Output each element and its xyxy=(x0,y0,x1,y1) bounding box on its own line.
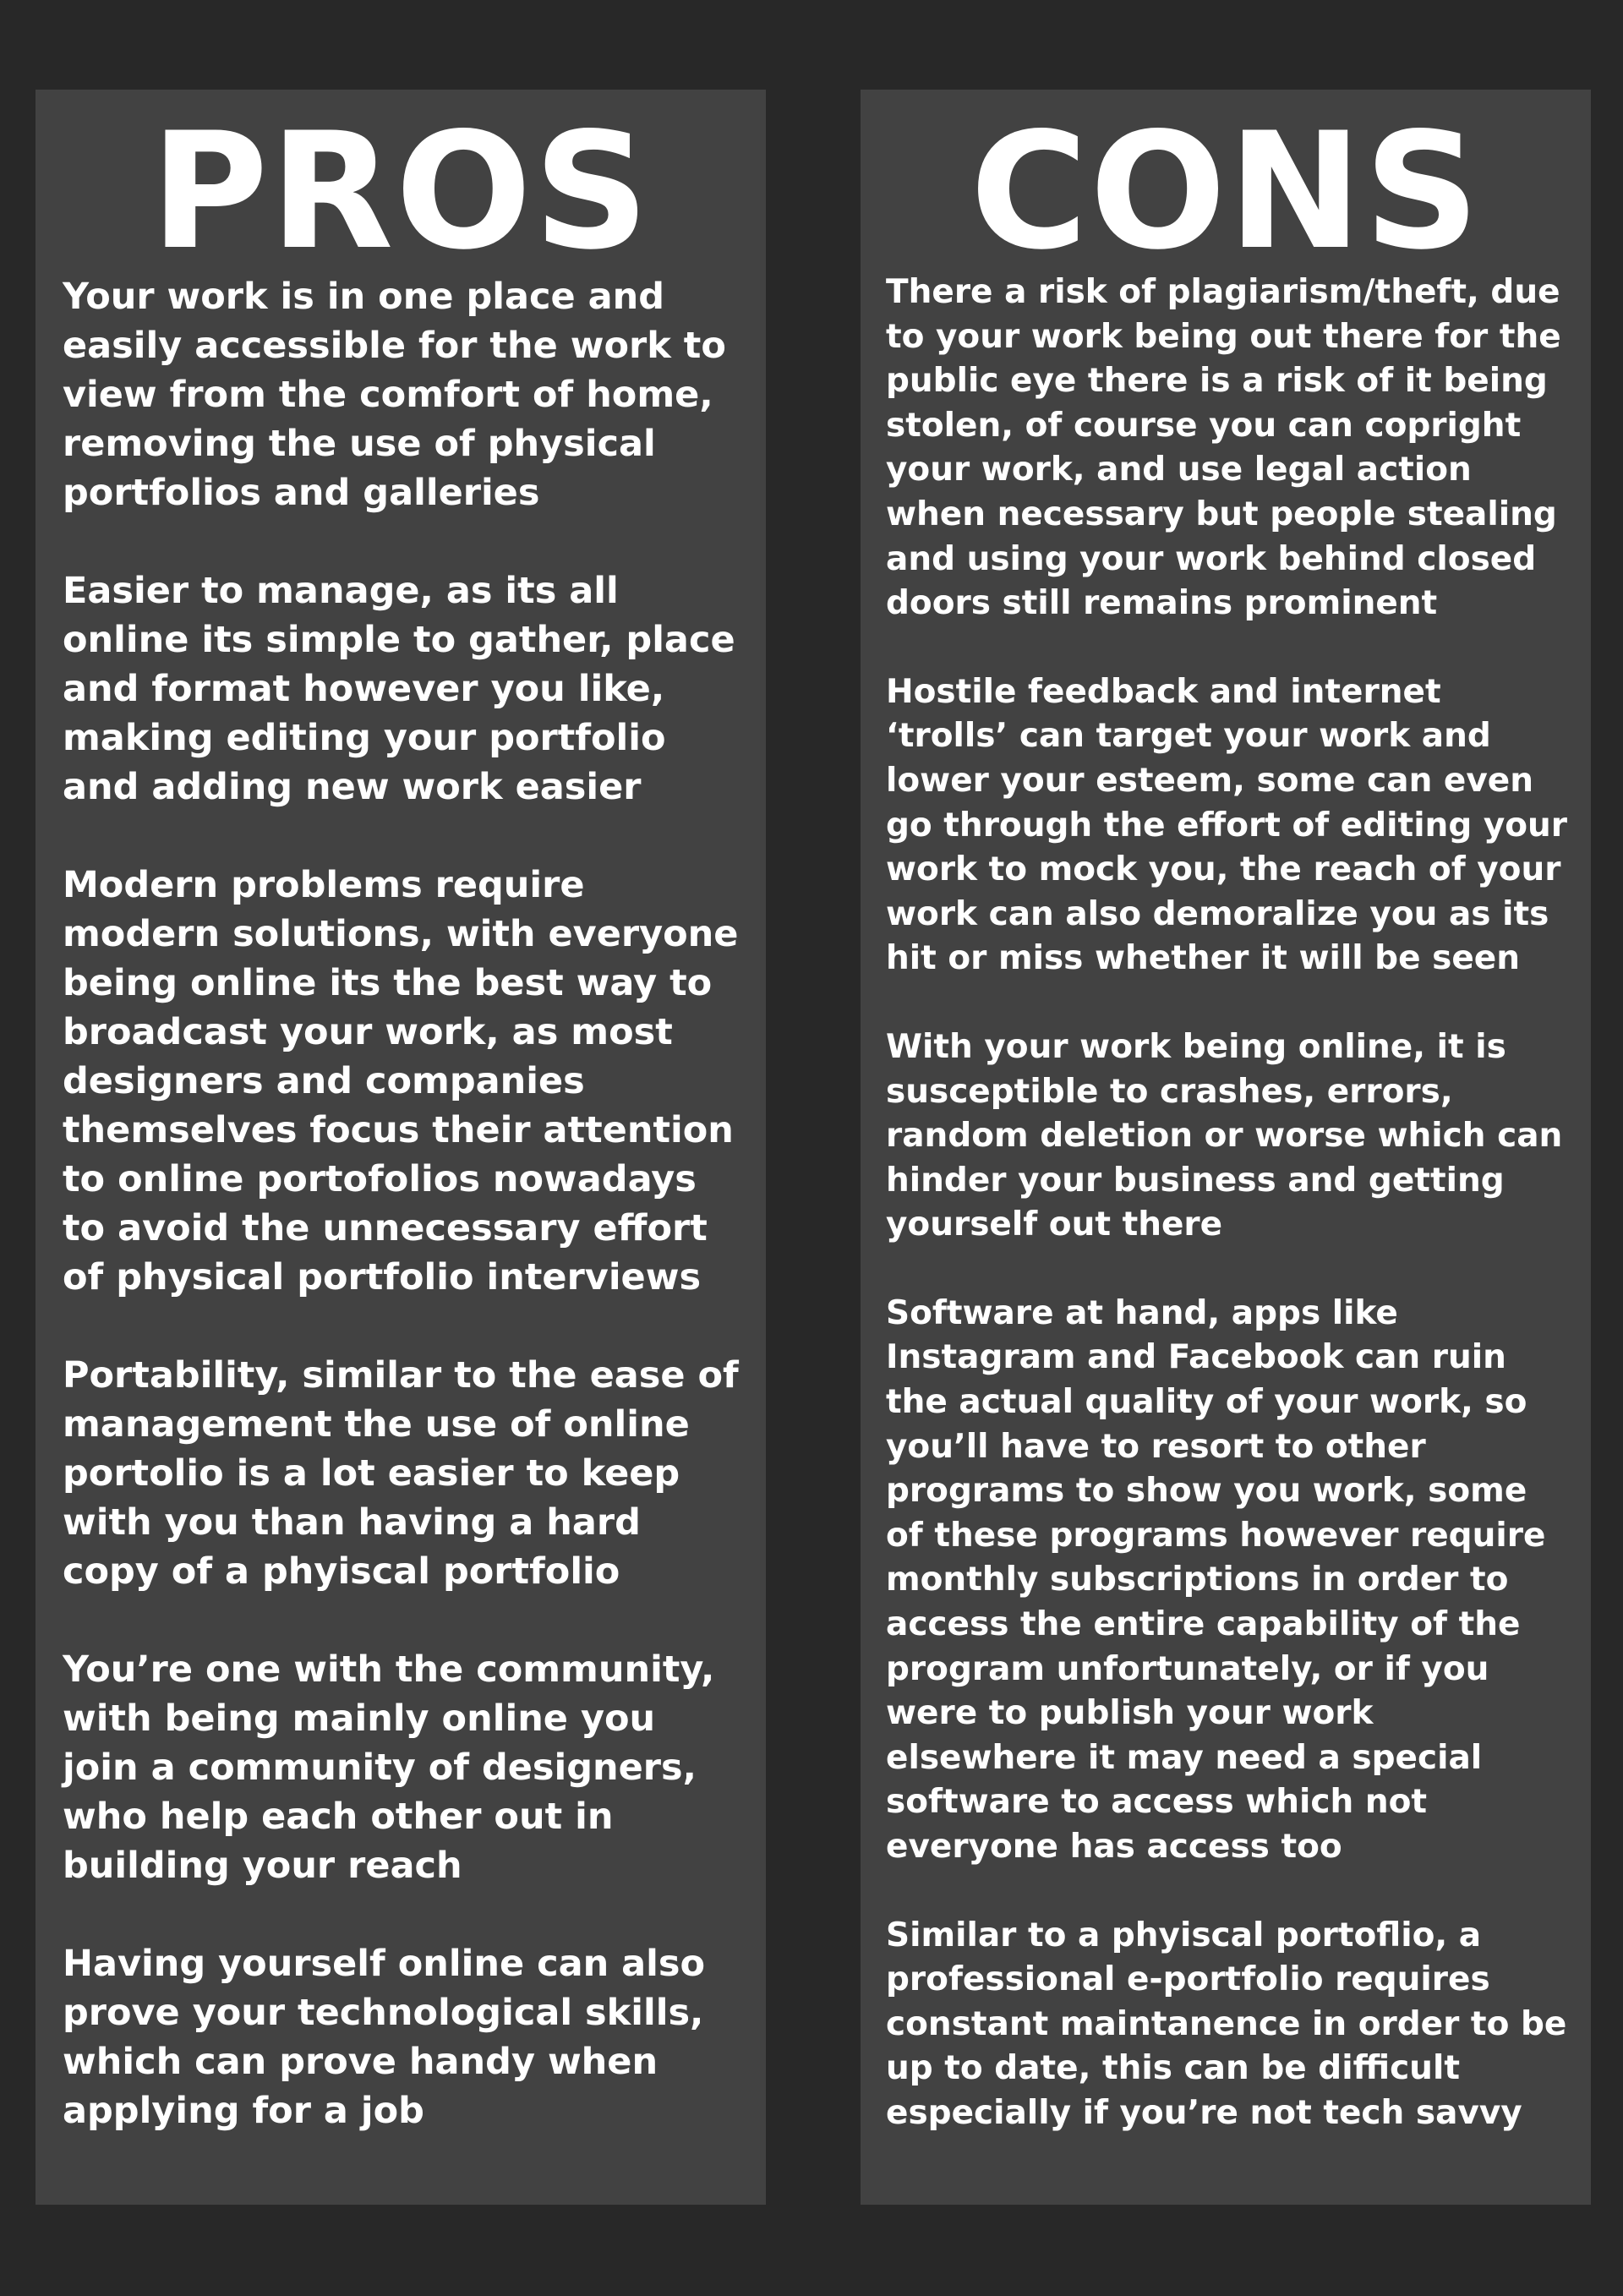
pros-list xyxy=(63,272,740,2184)
cons-list xyxy=(886,271,1569,2180)
pros-panel xyxy=(36,90,766,2205)
cons-item: With your work being online, it is susceptible to crashes, errors, random deletion or worse which can hinder your business and getting yourself out there xyxy=(886,1027,1563,1244)
pros-item: Easier to manage, as its all online its simple to gather, place and format however you like, making editing your portfolio and adding new work easier xyxy=(63,570,735,808)
cons-item: Similar to a phyiscal portoflio, a professional e-portfolio requires constant maintanence in order to be up to date, this can be difficult especially if you’re not tech savvy xyxy=(886,1916,1567,2132)
pros-item: Modern problems require modern solutions, with everyone being online its the best way to broadcast your work, as most designers and companies themselves focus their attention to online portofolios nowadays to avoid the unnecessary effort of physical portfolio interviews xyxy=(63,864,739,1298)
pros-item: Your work is in one place and easily accessible for the work to view from the comfort of home, removing the use of physical portfolios and galleries xyxy=(63,276,726,514)
cons-item: Software at hand, apps like Instagram and Facebook can ruin the actual quality of your work, so you’ll have to resort to other programs to show you work, some of these programs however require monthly subscriptions in order to access the entire capability of the program unfortunately, or if you were to publish your work elsewhere it may need a special software to access which not everyone has access too xyxy=(886,1293,1546,1866)
cons-item: There a risk of plagiarism/theft, due to your work being out there for the public eye there is a risk of it being stolen, of course you can copright your work, and use legal action when necessary but people stealing and using your work behind closed doors still remains prominent xyxy=(886,273,1561,623)
pros-title: PROS xyxy=(150,98,651,285)
pros-item: Having yourself online can also prove your technological skills, which can prove handy when applying for a job xyxy=(63,1943,706,2132)
cons-panel xyxy=(861,90,1591,2205)
cons-title: CONS xyxy=(970,98,1482,285)
cons-item: Hostile feedback and internet ‘trolls’ can target your work and lower your esteem, some can even go through the effort of editing your work to mock you, the reach of your work can also demoralize you as its hit or miss whether it will be seen xyxy=(886,672,1568,978)
pros-item: Portability, similar to the ease of management the use of online portolio is a lot easier to keep with you than having a hard copy of a phyiscal portfolio xyxy=(63,1354,739,1593)
pros-item: You’re one with the community, with being mainly online you join a community of designers, who help each other out in building your reach xyxy=(63,1648,715,1887)
